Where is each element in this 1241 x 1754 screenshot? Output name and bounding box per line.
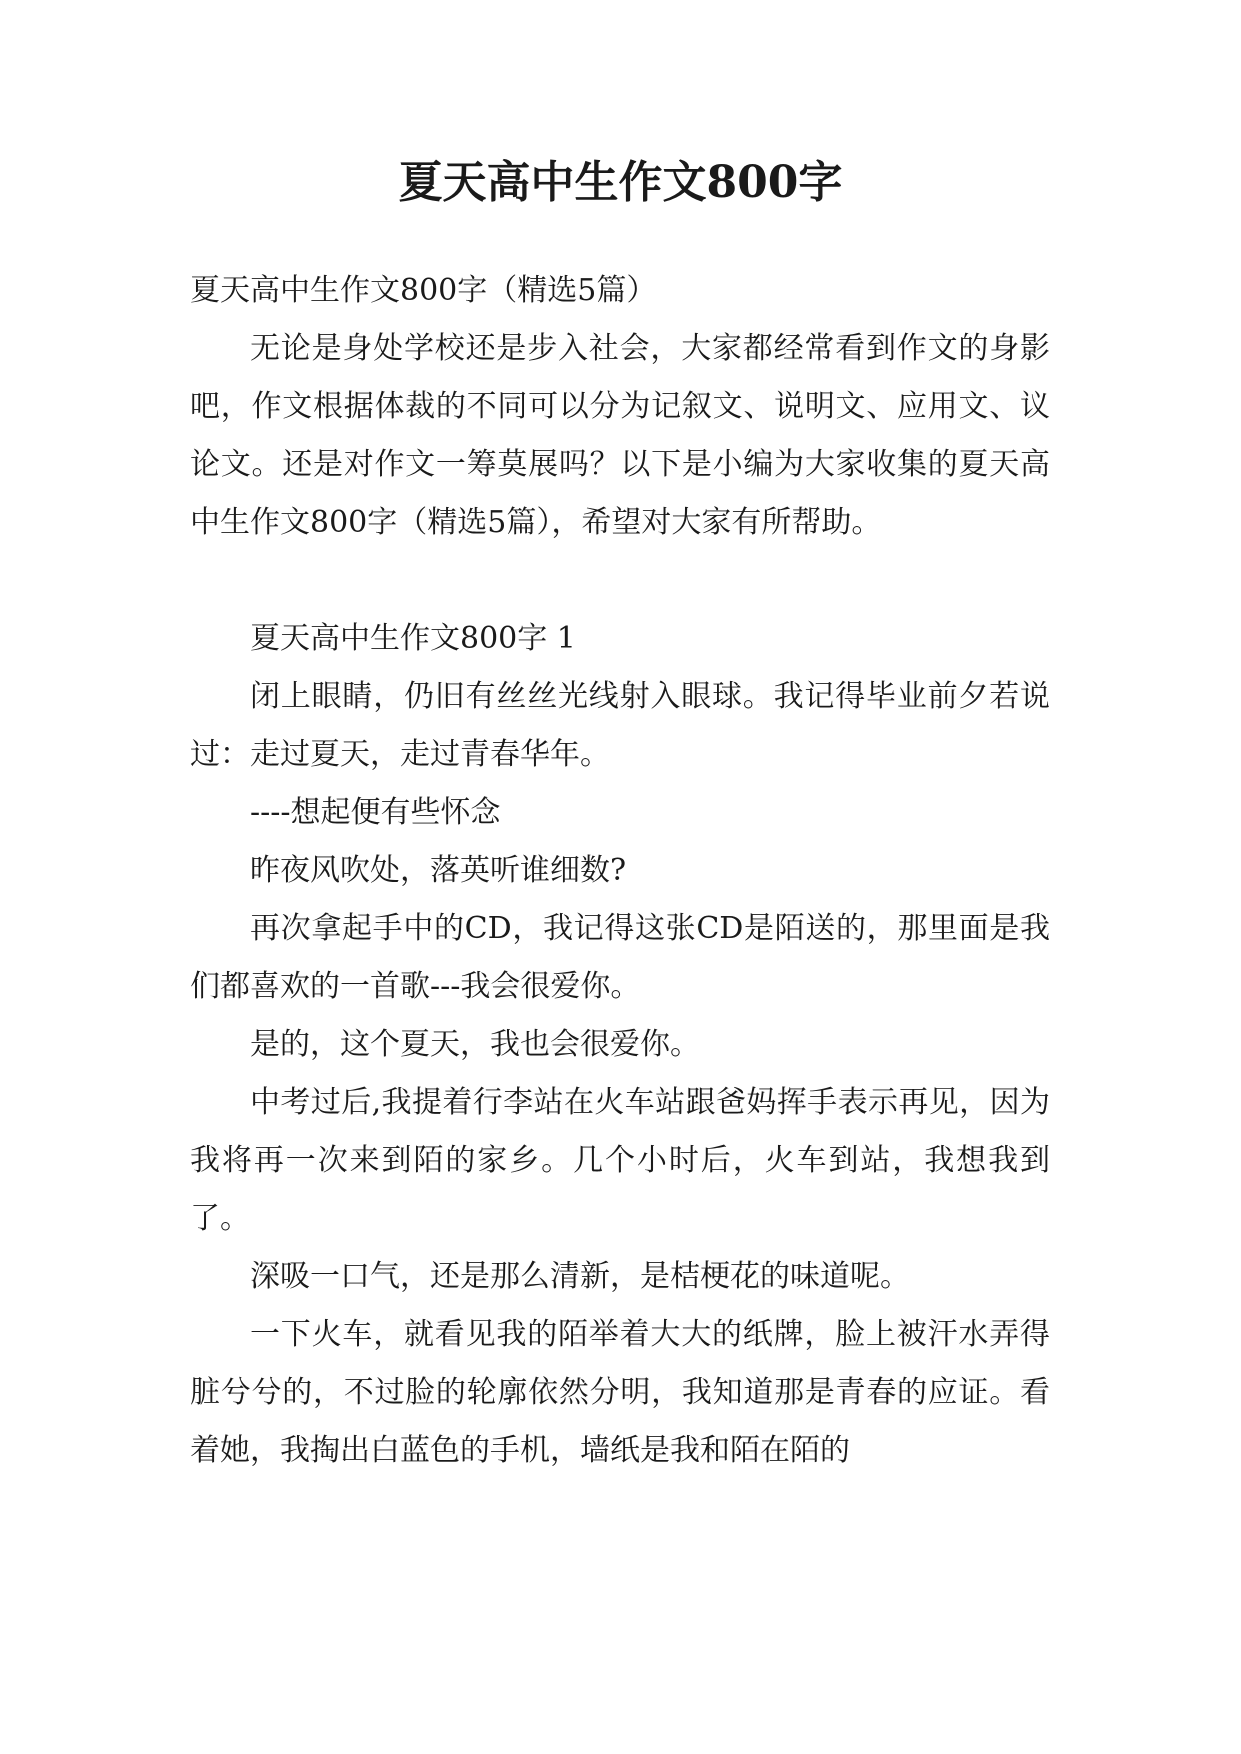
body-paragraph: 再次拿起手中的CD，我记得这张CD是陌送的，那里面是我们都喜欢的一首歌---我会很爱你。 — [190, 911, 1050, 1004]
document-body — [190, 262, 1050, 1480]
section-heading: 夏天高中生作文800字 1 — [250, 621, 576, 656]
body-paragraph: 中考过后,我提着行李站在火车站跟爸妈挥手表示再见，因为我将再一次来到陌的家乡。几个小时后，火车到站，我想我到了。 — [190, 1085, 1050, 1236]
body-paragraph: 深吸一口气，还是那么清新，是桔梗花的味道呢。 — [250, 1259, 910, 1294]
document-title: 夏天高中生作文800字 — [398, 157, 843, 208]
body-paragraph: 昨夜风吹处，落英听谁细数? — [250, 853, 627, 888]
body-paragraph: 一下火车，就看见我的陌举着大大的纸牌，脸上被汗水弄得脏兮兮的，不过脸的轮廓依然分明，我知道那是青春的应证。看着她，我掏出白蓝色的手机，墙纸是我和陌在陌的 — [190, 1317, 1050, 1468]
intro-paragraph: 无论是身处学校还是步入社会，大家都经常看到作文的身影吧，作文根据体裁的不同可以分为记叙文、说明文、应用文、议论文。还是对作文一筹莫展吗？以下是小编为大家收集的夏天高中生作文800字（精选5篇），希望对大家有所帮助。 — [190, 331, 1050, 540]
body-paragraph: 闭上眼睛，仍旧有丝丝光线射入眼球。我记得毕业前夕若说过：走过夏天，走过青春华年。 — [190, 679, 1050, 772]
body-paragraph: ----想起便有些怀念 — [250, 795, 501, 830]
body-paragraph: 是的，这个夏天，我也会很爱你。 — [250, 1027, 700, 1062]
document-subtitle: 夏天高中生作文800字（精选5篇） — [190, 273, 657, 308]
